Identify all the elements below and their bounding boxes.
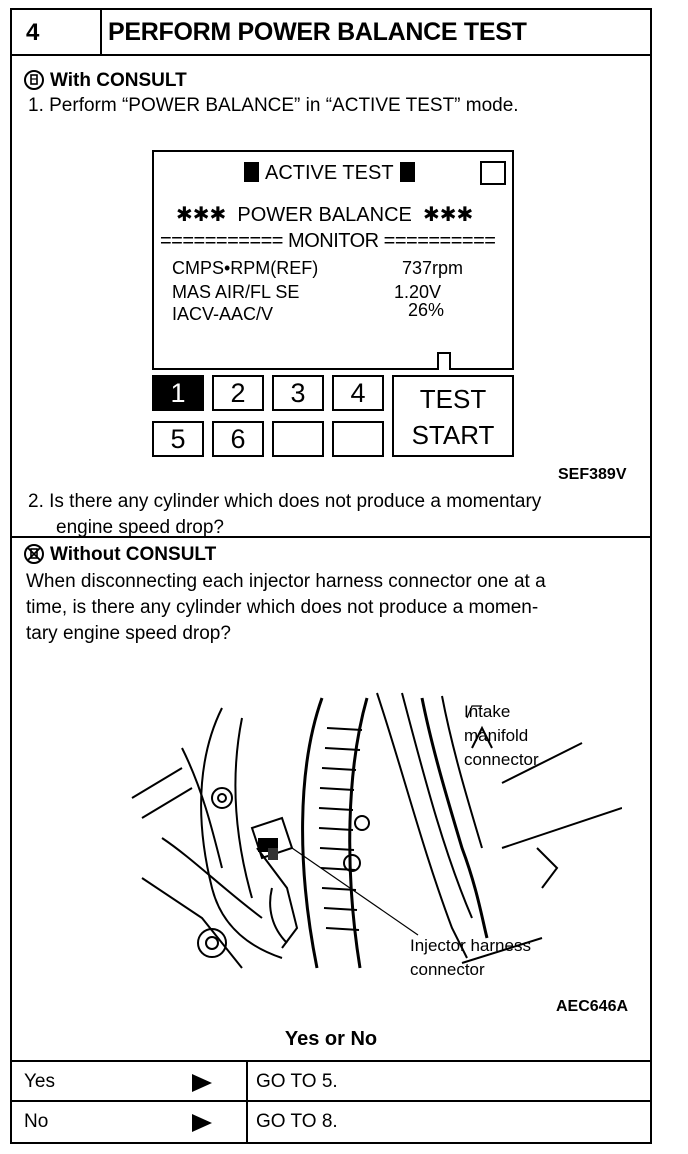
screen-subtitle: ✱✱✱ POWER BALANCE ✱✱✱ (176, 204, 474, 226)
intake-label-line2: manifold (464, 726, 529, 745)
with-consult-heading (24, 70, 187, 92)
key-2[interactable]: 2 (212, 375, 264, 411)
action-yes: GO TO 5. (256, 1071, 338, 1092)
without-consult-text-2: time, is there any cylinder which does not produce a momen- (26, 597, 539, 618)
key-blank-2[interactable] (332, 421, 384, 457)
arrow-right-icon (192, 1074, 212, 1092)
with-consult-label: With CONSULT (50, 70, 187, 91)
monitor-value-3: 26% (408, 300, 445, 320)
screen-monitor-line: =========== MONITOR ========== (160, 230, 496, 252)
answer-no: No (24, 1111, 49, 1132)
key-5[interactable]: 5 (152, 421, 204, 457)
without-consult-heading (24, 544, 216, 566)
monitor-value-2: 1.20V (394, 282, 442, 302)
test-start-button[interactable] (392, 375, 514, 457)
key-4[interactable]: 4 (332, 375, 384, 411)
answer-divider (246, 1102, 248, 1142)
consult-icon (24, 70, 44, 90)
figure-code-2: AEC646A (556, 998, 629, 1015)
no-consult-icon (24, 544, 44, 564)
touch-pointer-icon (437, 352, 451, 370)
answer-row-yes (12, 1060, 650, 1102)
step-2-text-line2: engine speed drop? (56, 517, 224, 538)
arrow-right-icon (192, 1114, 212, 1132)
key-blank-1[interactable] (272, 421, 324, 457)
answer-yes: Yes (24, 1071, 55, 1092)
step-2-text-line1: 2. Is there any cylinder which does not produce a momentary (28, 491, 542, 512)
step-title: PERFORM POWER BALANCE TEST (108, 18, 527, 46)
intake-label-line1: Intake (464, 702, 511, 721)
injector-label-line2: connector (410, 960, 485, 979)
without-consult-section (12, 538, 650, 1015)
screen-checkbox (480, 161, 506, 185)
monitor-label-2: MAS AIR/FL SE (172, 282, 300, 302)
action-no: GO TO 8. (256, 1111, 338, 1132)
without-consult-text-1: When disconnecting each injector harness connector one at a (26, 571, 546, 592)
key-3[interactable]: 3 (272, 375, 324, 411)
monitor-label-3: IACV-AAC/V (172, 304, 274, 324)
test-start-line-1: TEST (419, 384, 487, 414)
title-block-left (244, 162, 259, 182)
figure-code-1: SEF389V (558, 466, 627, 483)
monitor-value-1: 737rpm (402, 258, 464, 278)
screen-title (238, 162, 421, 185)
key-6[interactable]: 6 (212, 421, 264, 457)
header-divider (100, 10, 102, 54)
yes-or-no-heading: Yes or No (284, 1028, 378, 1050)
injector-label-line1: Injector harness (410, 936, 531, 955)
key-1[interactable]: 1 (152, 375, 204, 411)
engine-harness-illustration (122, 688, 622, 978)
step-number: 4 (26, 19, 40, 46)
consult-screen (152, 150, 514, 370)
with-consult-section (12, 56, 650, 538)
monitor-label-1: CMPS•RPM(REF) (172, 258, 319, 278)
screen-title-text: ACTIVE TEST (265, 162, 394, 184)
answer-row-no (12, 1100, 650, 1142)
intake-label-line3: connector (464, 750, 539, 769)
step-header (12, 10, 650, 56)
without-consult-label: Without CONSULT (50, 544, 217, 565)
test-start-line-2: START (411, 420, 495, 450)
answer-divider (246, 1062, 248, 1102)
title-block-right (400, 162, 415, 182)
procedure-frame (10, 8, 652, 1144)
step-1-text: 1. Perform “POWER BALANCE” in “ACTIVE TEST” mode. (28, 95, 519, 116)
without-consult-text-3: tary engine speed drop? (26, 623, 231, 644)
